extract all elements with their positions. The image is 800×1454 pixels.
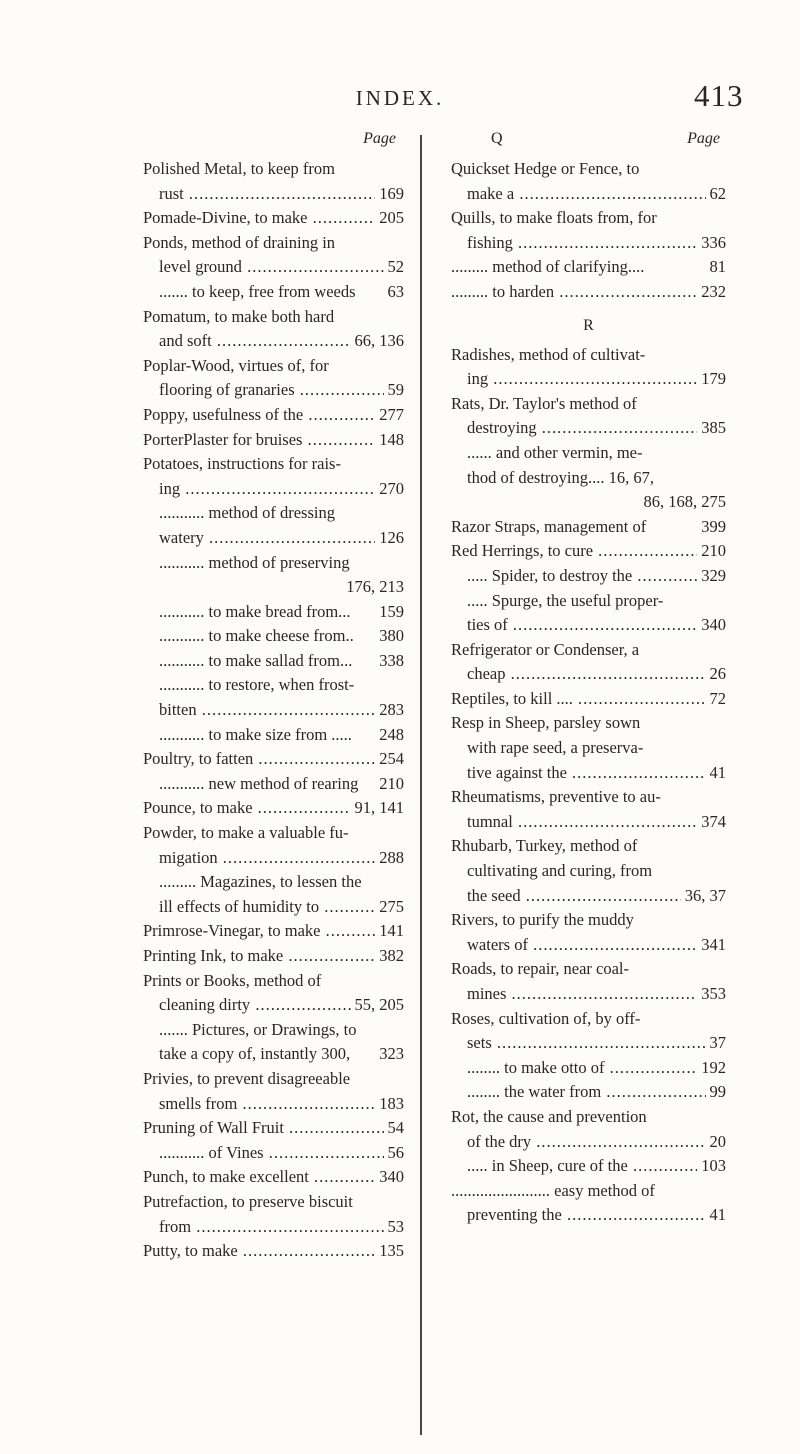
index-entry [143,231,404,256]
section-letter-q: Q [491,130,503,147]
entry-text: ........... to make size from ..... [159,724,352,744]
entry-text: ........... method of preserving [159,552,350,572]
entry-text: ties of ..... [467,615,726,634]
entry-text: sets ..... [467,1033,726,1052]
index-entry [451,1056,726,1081]
entry-page-ref: 56 [384,1141,405,1166]
entry-text: ..... Spider, to destroy the ..... [467,566,726,585]
entry-text: Roads, to repair, near coal- [451,959,630,979]
entry-page-ref: 380 [375,624,404,649]
index-entry [451,182,726,207]
index-entry [451,711,726,736]
entry-text: from ..... [159,1217,404,1236]
index-entry [451,539,726,564]
entry-text: cleaning dirty ..... [159,995,404,1014]
entry-list-q [451,157,726,305]
index-column-right [451,130,726,1228]
entry-text: Poppy, usefulness of the ..... [143,405,404,424]
index-entry [451,589,726,614]
entry-page-ref: 288 [375,846,404,871]
index-entry [143,182,404,207]
index-entry [451,1203,726,1228]
entry-page-ref: 183 [375,1092,404,1117]
entry-list-r [451,343,726,1228]
entry-page-ref: 399 [697,515,726,540]
entry-text: waters of ..... [467,935,726,954]
entry-page-ref: 66, 136 [351,329,405,354]
index-entry [143,206,404,231]
index-entry [143,452,404,477]
index-entry [143,526,404,551]
entry-page-ref: 323 [375,1042,404,1067]
entry-text: ........... to make cheese from.. [159,626,354,646]
page-heading: Page [363,130,396,147]
entry-page-ref: 336 [697,231,726,256]
entry-text: Privies, to prevent disagreeable [143,1068,351,1088]
index-entry [143,575,404,600]
index-entry [143,501,404,526]
entry-text: 176, 213 [346,577,404,597]
entry-text: Red Herrings, to cure ..... [451,541,726,560]
entry-text: Pruning of Wall Fruit ..... [143,1118,404,1137]
index-entry [143,1067,404,1092]
entry-text: with rape seed, a preserva- [467,738,644,758]
entry-text: Punch, to make excellent ..... [143,1167,404,1186]
index-entry [143,378,404,403]
index-entry [451,638,726,663]
index-entry [143,477,404,502]
entry-text: Quills, to make floats from, for [451,208,657,228]
index-entry [143,624,404,649]
entry-text: Pomatum, to make both hard [143,306,335,326]
entry-page-ref: 270 [375,477,404,502]
entry-text: ..... in Sheep, cure of the ..... [467,1156,726,1175]
entry-text: cheap ..... [467,664,726,683]
entry-text: take a copy of, instantly 300, [159,1044,351,1064]
entry-page-ref: 41 [706,761,727,786]
entry-page-ref: 340 [697,613,726,638]
entry-page-ref: 248 [375,723,404,748]
entry-page-ref: 52 [384,255,405,280]
entry-page-ref: 81 [706,255,727,280]
index-entry [451,982,726,1007]
entry-text: ......... Magazines, to lessen the [159,872,362,892]
entry-text: bitten ..... [159,700,404,719]
entry-text: ........... method of dressing [159,503,335,523]
index-entry [143,1239,404,1264]
index-entry [143,403,404,428]
entry-text: mines ..... [467,984,726,1003]
entry-page-ref: 205 [375,206,404,231]
entry-text: Poplar-Wood, virtues of, for [143,355,329,375]
entry-text: Resp in Sheep, parsley sown [451,713,641,733]
entry-page-ref: 26 [706,662,727,687]
entry-text: ........ the water from ..... [467,1082,726,1101]
entry-page-ref: 59 [384,378,405,403]
entry-text: ....... Pictures, or Drawings, to [159,1019,357,1039]
entry-page-ref: 210 [375,772,404,797]
entry-page-ref: 41 [706,1203,727,1228]
entry-page-ref: 254 [375,747,404,772]
entry-page-ref: 382 [375,944,404,969]
index-entry [143,772,404,797]
entry-list-left [143,157,404,1264]
entry-text: Rhubarb, Turkey, method of [451,836,638,856]
index-entry [451,392,726,417]
index-entry [451,1007,726,1032]
entry-text: Ponds, method of draining in [143,232,336,252]
entry-page-ref: 169 [375,182,404,207]
entry-text: level ground ..... [159,257,404,276]
entry-text: ........... to make sallad from... [159,650,353,670]
entry-text: Primrose-Vinegar, to make ..... [143,921,404,940]
entry-text: Refrigerator or Condenser, a [451,639,640,659]
index-entry [143,600,404,625]
entry-page-ref: 63 [384,280,405,305]
index-entry [451,810,726,835]
entry-text: Potatoes, instructions for rais- [143,454,341,474]
entry-text: PorterPlaster for bruises ..... [143,430,404,449]
page-heading: Page [687,130,720,147]
entry-page-ref: 340 [375,1165,404,1190]
entry-text: Prints or Books, method of [143,970,322,990]
index-entry [451,908,726,933]
entry-page-ref: 91, 141 [351,796,405,821]
entry-page-ref: 99 [706,1080,727,1105]
entry-page-ref: 338 [375,649,404,674]
entry-text: ........ to make otto of ..... [467,1058,726,1077]
entry-page-ref: 126 [375,526,404,551]
entry-page-ref: 54 [384,1116,405,1141]
entry-text: Rot, the cause and prevention [451,1106,647,1126]
entry-page-ref: 179 [697,367,726,392]
entry-text: ........... to restore, when frost- [159,675,355,695]
index-entry [451,933,726,958]
column-head-right [451,130,726,157]
entry-text: ing ..... [159,479,404,498]
index-entry [451,255,726,280]
entry-page-ref: 148 [375,428,404,453]
entry-text: Pomade-Divine, to make ..... [143,208,404,227]
index-entry [451,416,726,441]
entry-text: Razor Straps, management of [451,516,647,536]
entry-text: tive against the ..... [467,763,726,782]
index-entry [143,846,404,871]
index-entry [451,736,726,761]
entry-text: the seed ..... [467,886,726,905]
entry-text: 86, 168, 275 [643,492,726,512]
entry-text: Putty, to make ..... [143,1241,404,1260]
entry-text: Roses, cultivation of, by off- [451,1008,641,1028]
index-entry [451,662,726,687]
index-entry [451,1080,726,1105]
entry-text: Rats, Dr. Taylor's method of [451,393,637,413]
index-entry [143,329,404,354]
index-entry [451,613,726,638]
index-entry [451,1105,726,1130]
index-entry [143,673,404,698]
entry-page-ref: 36, 37 [681,884,726,909]
index-entry [143,428,404,453]
index-entry [451,859,726,884]
entry-text: migation ..... [159,848,404,867]
index-entry [143,821,404,846]
index-entry [143,747,404,772]
index-entry [451,687,726,712]
entry-page-ref: 232 [697,280,726,305]
entry-text: cultivating and curing, from [467,861,653,881]
entry-page-ref: 53 [384,1215,405,1240]
entry-text: ......... method of clarifying.... [451,257,645,277]
entry-text: tumnal ..... [467,812,726,831]
index-entry [143,919,404,944]
entry-page-ref: 353 [697,982,726,1007]
entry-text: ........................ easy method of [451,1180,655,1200]
entry-page-ref: 385 [697,416,726,441]
index-entry [451,490,726,515]
index-entry [451,367,726,392]
entry-text: ill effects of humidity to ..... [159,897,404,916]
entry-page-ref: 329 [697,564,726,589]
entry-text: flooring of granaries ..... [159,380,404,399]
index-entry [143,870,404,895]
entry-text: Poultry, to fatten ..... [143,749,404,768]
entry-page-ref: 192 [697,1056,726,1081]
entry-text: Radishes, method of cultivat- [451,344,646,364]
index-entry [451,785,726,810]
index-entry [143,698,404,723]
entry-page-ref: 275 [375,895,404,920]
entry-text: destroying ..... [467,418,726,437]
index-entry [143,157,404,182]
entry-page-ref: 277 [375,403,404,428]
index-entry [451,564,726,589]
index-entry [143,1190,404,1215]
entry-text: watery ..... [159,528,404,547]
index-entry [143,969,404,994]
index-entry [451,884,726,909]
entry-page-ref: 37 [706,1031,727,1056]
index-entry [451,466,726,491]
index-entry [451,1154,726,1179]
entry-text: make a ..... [467,184,726,203]
index-entry [143,1165,404,1190]
entry-text: ....... to keep, free from weeds [159,281,356,301]
index-entry [143,280,404,305]
index-entry [143,1018,404,1043]
index-entry [451,157,726,182]
index-entry [143,255,404,280]
index-entry [143,895,404,920]
index-entry [451,1130,726,1155]
index-entry [451,761,726,786]
index-entry [451,441,726,466]
index-entry [143,649,404,674]
entry-page-ref: 103 [697,1154,726,1179]
entry-text: ...... and other vermin, me- [467,442,643,462]
index-column-left [143,130,404,1264]
entry-text: Powder, to make a valuable fu- [143,823,349,843]
entry-text: Reptiles, to kill .... ..... [451,689,726,708]
index-entry [143,1141,404,1166]
index-entry [451,1179,726,1204]
index-entry [143,1116,404,1141]
entry-page-ref: 341 [697,933,726,958]
entry-text: preventing the ..... [467,1205,726,1224]
entry-text: fishing ..... [467,233,726,252]
index-entry [143,796,404,821]
entry-page-ref: 210 [697,539,726,564]
entry-text: ..... Spurge, the useful proper- [467,590,664,610]
entry-page-ref: 55, 205 [351,993,405,1018]
entry-text: rust ..... [159,184,404,203]
index-entry [451,1031,726,1056]
entry-page-ref: 159 [375,600,404,625]
entry-text: smells from ..... [159,1094,404,1113]
entry-text: Putrefaction, to preserve biscuit [143,1191,353,1211]
entry-text: Quickset Hedge or Fence, to [451,159,640,178]
index-entry [143,354,404,379]
entry-text: ing ..... [467,369,726,388]
index-entry [451,515,726,540]
entry-text: ........... to make bread from... [159,601,351,621]
index-entry [143,1092,404,1117]
index-entry [143,944,404,969]
entry-text: ........... of Vines ..... [159,1143,404,1162]
entry-text: Rivers, to purify the muddy [451,910,634,930]
entry-text: of the dry ..... [467,1132,726,1151]
index-entry [451,834,726,859]
index-entry [143,551,404,576]
entry-text: ......... to harden ..... [451,282,726,301]
entry-text: thod of destroying.... 16, 67, [467,467,654,487]
index-entry [451,343,726,368]
entry-text: Pounce, to make ..... [143,798,404,817]
entry-text: ........... new method of rearing [159,773,359,793]
entry-page-ref: 283 [375,698,404,723]
page-number: 413 [694,78,744,113]
index-entry [451,206,726,231]
entry-page-ref: 20 [706,1130,727,1155]
index-entry [143,1215,404,1240]
entry-page-ref: 72 [706,687,727,712]
column-head-left [143,130,404,157]
entry-page-ref: 374 [697,810,726,835]
running-head-title: INDEX. [355,86,445,110]
section-letter-r: R [583,316,594,334]
index-entry [143,993,404,1018]
entry-text: and soft ..... [159,331,404,350]
entry-text: Polished Metal, to keep from [143,159,336,178]
entry-page-ref: 141 [375,919,404,944]
index-entry [143,723,404,748]
index-entry [143,305,404,330]
entry-text: Printing Ink, to make ..... [143,946,404,965]
entry-page-ref: 135 [375,1239,404,1264]
index-entry [451,280,726,305]
index-entry [143,1042,404,1067]
entry-page-ref: 62 [706,182,727,207]
index-entry [451,957,726,982]
column-divider [420,135,422,1435]
index-entry [451,231,726,256]
entry-text: Rheumatisms, preventive to au- [451,787,661,807]
